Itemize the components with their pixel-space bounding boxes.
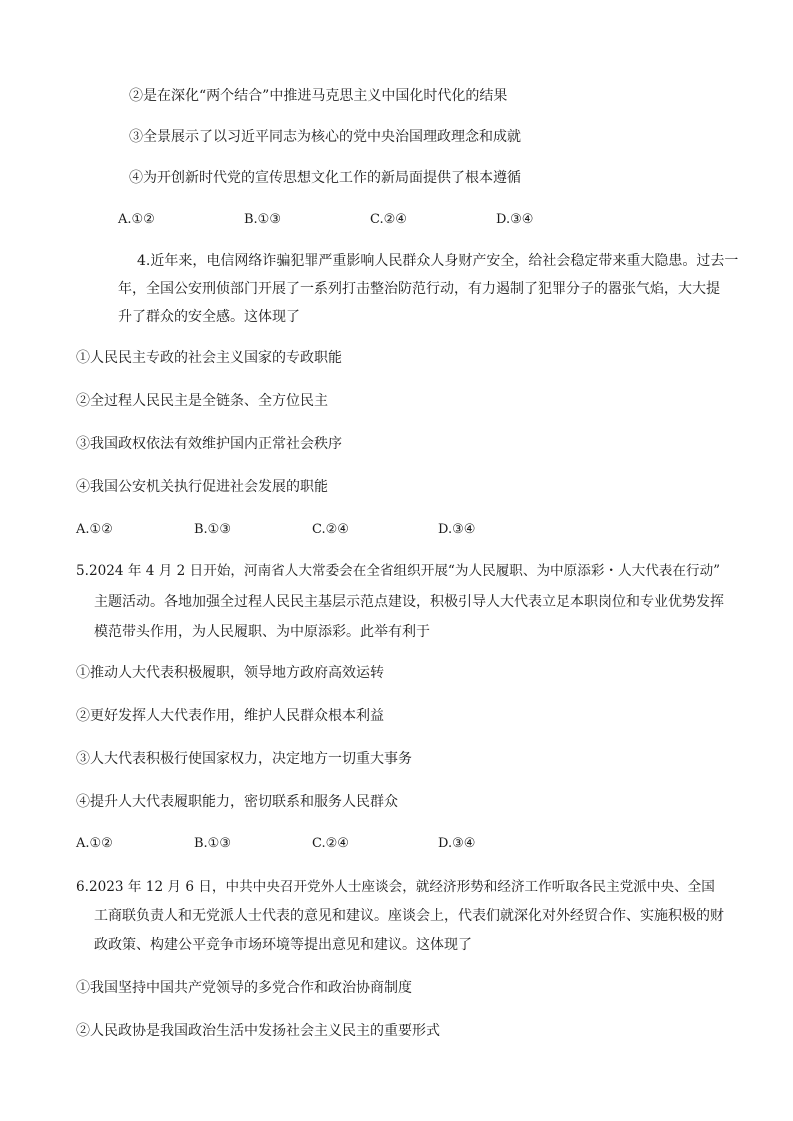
q4-statement-4: ④我国公安机关执行促进社会发展的职能 [76,479,328,495]
q5-stem-line-3: 模范带头作用，为人民履职、为中原添彩。此举有利于 [94,624,430,640]
q6-stem-line-3: 政政策、构建公平竞争市场环境等提出意见和建议。这体现了 [94,937,472,953]
q5-option-d: D.③④ [438,836,476,851]
q3-statement-4: ④为开创新时代党的宣传思想文化工作的新局面提供了根本遵循 [129,170,521,186]
q4-option-b: B.①③ [194,522,231,537]
q4-stem-line-2: 年，全国公安刑侦部门开展了一系列打击整治防范行动，有力遏制了犯罪分子的嚣张气焰，大大提 [118,281,720,297]
q3-option-d: D.③④ [496,212,534,227]
q5-statement-4: ④提升人大代表履职能力，密切联系和服务人民群众 [76,794,398,810]
q5-option-a: A.①② [76,836,113,851]
q5-stem-line-2: 主题活动。各地加强全过程人民民主基层示范点建设，积极引导人大代表立足本职岗位和专业优势发挥 [94,594,724,610]
q5-statement-1: ①推动人大代表积极履职，领导地方政府高效运转 [76,665,384,681]
q5-statement-2: ②更好发挥人大代表作用，维护人民群众根本利益 [76,708,384,724]
q6-stem-line-2: 工商联负责人和无党派人士代表的意见和建议。座谈会上，代表们就深化对外经贸合作、实施积极的财 [94,908,724,924]
q5-option-c: C.②④ [312,836,349,851]
q4-stem-line-3: 升了群众的安全感。这体现了 [118,309,300,325]
q4-statement-2: ②全过程人民民主是全链条、全方位民主 [76,393,328,409]
q3-statement-3: ③全景展示了以习近平同志为核心的党中央治国理政理念和成就 [129,129,521,145]
q6-stem-line-1: 6.2023 年 12 月 6 日，中共中央召开党外人士座谈会，就经济形势和经济工作听取各民主党派中央、全国 [76,879,715,895]
q3-statement-2: ②是在深化“两个结合”中推进马克思主义中国化时代化的结果 [129,88,508,104]
q4-stem-line-1: 4.近年来，电信网络诈骗犯罪严重影响人民群众人身财产安全，给社会稳定带来重大隐患。过去一 [137,253,739,269]
q6-statement-1: ①我国坚持中国共产党领导的多党合作和政治协商制度 [76,980,412,996]
q5-statement-3: ③人大代表积极行使国家权力，决定地方一切重大事务 [76,751,412,767]
q5-option-b: B.①③ [194,836,231,851]
q4-option-c: C.②④ [312,522,349,537]
q3-option-b: B.①③ [244,212,281,227]
q4-statement-1: ①人民民主专政的社会主义国家的专政职能 [76,350,342,366]
q4-statement-3: ③我国政权依法有效维护国内正常社会秩序 [76,436,342,452]
q4-option-a: A.①② [76,522,113,537]
q3-option-a: A.①② [118,212,155,227]
q6-statement-2: ②人民政协是我国政治生活中发扬社会主义民主的重要形式 [76,1023,440,1039]
q3-option-c: C.②④ [370,212,407,227]
q4-option-d: D.③④ [438,522,476,537]
q5-stem-line-1: 5.2024 年 4 月 2 日开始，河南省人大常委会在全省组织开展“为人民履职、为中原添彩・人大代表在行动” [76,563,721,579]
